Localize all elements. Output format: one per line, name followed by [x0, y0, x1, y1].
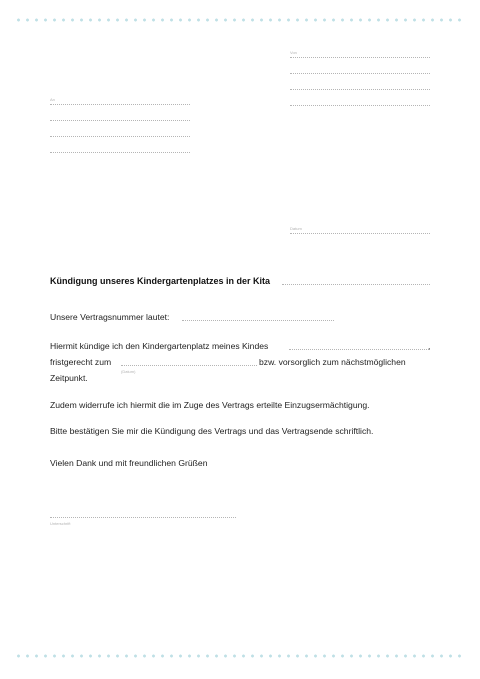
recipient-line-4[interactable] — [50, 152, 190, 153]
termination-comma: , — [428, 341, 431, 351]
bottom-dotted-border — [14, 654, 466, 658]
contract-number-line[interactable] — [182, 320, 334, 321]
termination-date-hint: (Datum) — [121, 369, 136, 374]
contract-number-label: Unsere Vertragsnummer lautet: — [50, 312, 170, 322]
letter-subject: Kündigung unseres Kindergartenplatzes in der Kita — [50, 276, 271, 286]
date-line[interactable] — [290, 233, 430, 234]
signature-label: Unterschrift — [50, 521, 71, 526]
child-name-line[interactable] — [289, 349, 429, 350]
sender-label: Von — [290, 50, 297, 55]
termination-date-line[interactable] — [121, 365, 257, 366]
signature-line[interactable] — [50, 517, 236, 518]
recipient-label: An — [50, 97, 55, 102]
recipient-line-2[interactable] — [50, 120, 190, 121]
termination-line-1: Hiermit kündige ich den Kindergartenplatz meines Kindes — [50, 341, 269, 351]
recipient-line-3[interactable] — [50, 136, 190, 137]
sender-line-1[interactable] — [290, 57, 430, 58]
sender-line-4[interactable] — [290, 105, 430, 106]
sender-line-2[interactable] — [290, 73, 430, 74]
date-label: Datum — [290, 226, 302, 231]
revoke-direct-debit-text: Zudem widerrufe ich hiermit die im Zuge des Vertrags erteilte Einzugsermächtigung. — [50, 400, 370, 410]
sender-line-3[interactable] — [290, 89, 430, 90]
closing-text: Vielen Dank und mit freundlichen Grüßen — [50, 458, 208, 468]
confirmation-request-text: Bitte bestätigen Sie mir die Kündigung des Vertrags und das Vertragsende schriftlich. — [50, 426, 374, 436]
termination-line-2-end: bzw. vorsorglich zum nächstmöglichen — [259, 357, 406, 367]
termination-line-3: Zeitpunkt. — [50, 373, 88, 383]
termination-line-2-start: fristgerecht zum — [50, 357, 112, 367]
kita-name-line[interactable] — [282, 284, 430, 285]
top-dotted-border — [14, 18, 466, 22]
recipient-line-1[interactable] — [50, 104, 190, 105]
